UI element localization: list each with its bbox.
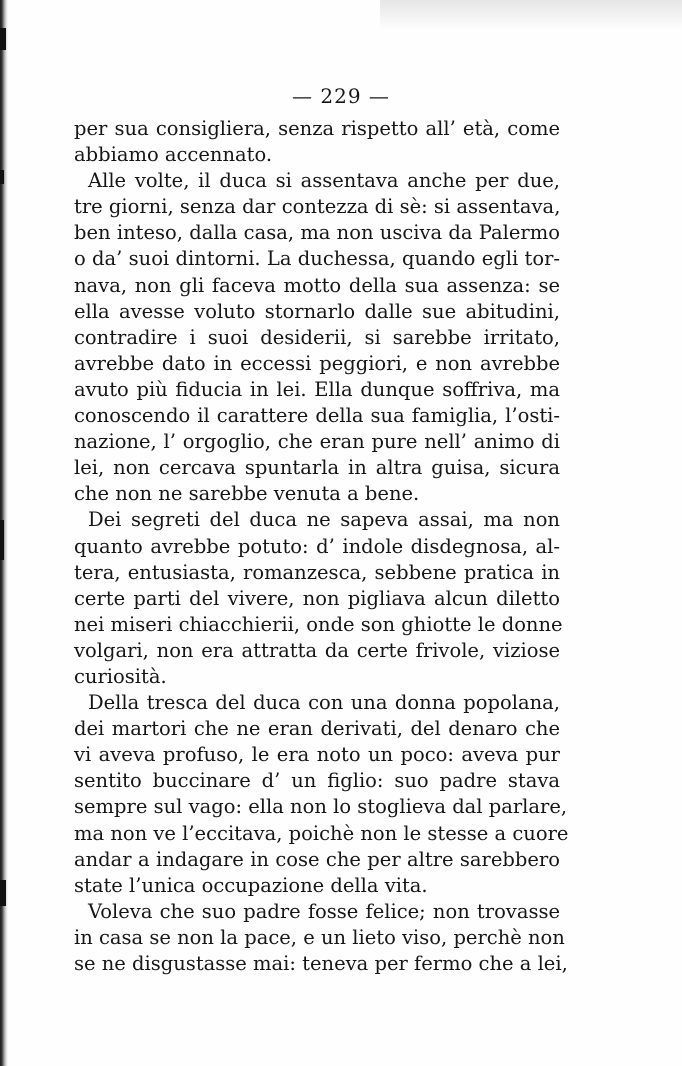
text-line: quanto avrebbe potuto: d’ indole disdegnosa, al- — [74, 534, 560, 558]
text-line: curiosità. — [74, 664, 167, 688]
text-line: vi aveva profuso, le era noto un poco: aveva pur — [74, 743, 560, 767]
text-line: avuto più fiducia in lei. Ella dunque soffriva, ma — [74, 377, 560, 401]
text-line: che non ne sarebbe venuta a bene. — [74, 482, 420, 506]
text-line: volgari, non era attratta da certe frivole, viziose — [74, 638, 560, 662]
text-line: Della tresca del duca con una donna popolana, — [88, 691, 560, 715]
binding-mark — [0, 28, 6, 50]
scan-noise — [380, 0, 682, 30]
text-line: Dei segreti del duca ne sapeva assai, ma non — [88, 508, 560, 532]
page-number: — 229 — — [292, 84, 390, 108]
text-line: Voleva che suo padre fosse felice; non trovasse — [88, 899, 560, 923]
binding-mark — [0, 170, 4, 184]
text-line: certe parti del vivere, non pigliava alcun diletto — [74, 586, 560, 610]
text-line: ella avesse voluto stornarlo dalle sue abitudini, — [74, 299, 560, 323]
text-line: o da’ suoi dintorni. La duchessa, quando egli tor- — [74, 247, 560, 271]
text-line: abbiamo accennato. — [74, 143, 273, 167]
text-line: avrebbe dato in eccessi peggiori, e non avrebbe — [74, 351, 560, 375]
text-line: per sua consigliera, senza rispetto all’ età, come — [74, 117, 560, 140]
text-line: nava, non gli faceva motto della sua assenza: se — [74, 273, 560, 297]
text-line: tre giorni, senza dar contezza di sè: si assentava, — [74, 195, 561, 219]
text-line: andar a indagare in cose che per altre sarebbero — [74, 847, 560, 871]
binding-mark — [0, 520, 4, 560]
body-text — [74, 116, 569, 977]
text-line: sentito buccinare d’ un figlio: suo padre stava — [74, 769, 560, 793]
text-line: se ne disgustasse mai: teneva per fermo che a lei, — [74, 952, 568, 975]
text-line: sempre sul vago: ella non lo stoglieva dal parlare, — [74, 795, 568, 819]
text-line: Alle volte, il duca si assentava anche per due, — [88, 169, 560, 193]
text-line: lei, non cercava spuntarla in altra guisa, sicura — [74, 456, 560, 480]
text-line: nazione, l’ orgoglio, che eran pure nell’ animo di — [74, 430, 560, 454]
binding-mark — [0, 880, 6, 906]
text-line: nei miseri chiacchierii, onde son ghiotte le donne — [74, 612, 563, 636]
text-line: tera, entusiasta, romanzesca, sebbene pratica in — [74, 560, 560, 584]
text-line: state l’unica occupazione della vita. — [74, 873, 428, 897]
text-line: conoscendo il carattere della sua famiglia, l’osti- — [74, 404, 560, 428]
text-line: ma non ve l’eccitava, poichè non le stesse a cuore — [74, 821, 569, 845]
text-line: contradire i suoi desiderii, si sarebbe irritato, — [74, 325, 560, 349]
text-line: ben inteso, dalla casa, ma non usciva da Palermo — [74, 221, 560, 245]
text-line: in casa se non la pace, e un lieto viso, perchè non — [74, 925, 565, 949]
text-line: dei martori che ne eran derivati, del denaro che — [74, 717, 560, 741]
